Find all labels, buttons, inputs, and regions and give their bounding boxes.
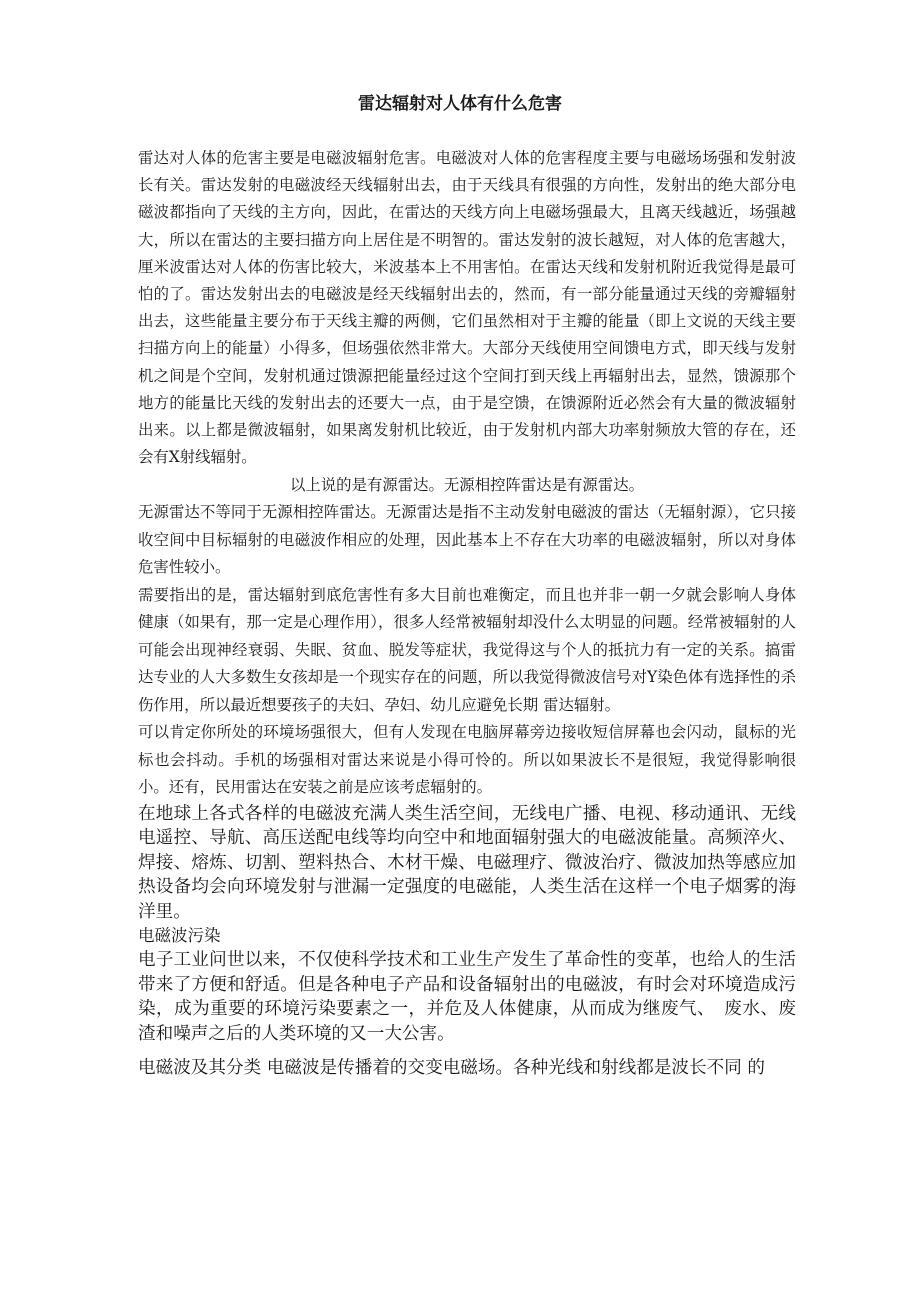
document-title: 雷达辐射对人体有什么危害 [358,94,562,114]
document-body [138,145,796,1081]
paragraph-passive-radar: 无源雷达不等同于无源相控阵雷达。无源雷达是指不主动发射电磁波的雷达（无辐射源），它只接收空间中目标辐射的电磁波作相应的处理，因此基本上不存在大功率的电磁波辐射，所以对身体危害性较小。 [138,503,796,577]
centered-note: 以上说的是有源雷达。无源相控阵雷达是有源雷达。 [290,476,644,495]
paragraph-classification: 电磁波及其分类 电磁波是传播着的交变电磁场。各种光线和射线都是波长不同 的 [138,1058,765,1079]
paragraph-pollution: 电子工业问世以来，不仅使科学技术和工业生产发生了革命性的变革，也给人的生活带来了方便和舒适。但是各种电子产品和设备辐射出的电磁波，有时会对环境造成污染，成为重要的环境污染要素之一，并危及人体健康，从而成为继废气、 废水、废渣和噪声之后的人类环境的又一大公害。 [138,950,796,1044]
paragraph-field-strength: 可以肯定你所处的环境场强很大，但有人发现在电脑屏幕旁边接收短信屏幕也会闪动，鼠标的光标也会抖动。手机的场强相对雷达来说是小得可怜的。所以如果波长不是很短，我觉得影响很小。还有，民用雷达在安装之前是应该考虑辐射的。 [138,723,796,797]
section-heading-pollution: 电磁波污染 [138,926,221,946]
paragraph-health-effects: 需要指出的是，雷达辐射到底危害性有多大目前也难衡定，而且也并非一朝一夕就会影响人身体健康（如果有，那一定是心理作用），很多人经常被辐射却没什么太明显的问题。经常被辐射的人可能会出现神经衰弱、失眠、贫血、脱发等症状，我觉得这与个人的抵抗力有一定的关系。搞雷达专业的人大多数生女孩却是一个现实存在的问题，所以我觉得微波信号对Y染色体有选择性的杀伤作用，所以最近想要孩子的夫妇、孕妇、幼儿应避免长期 雷达辐射。 [138,585,796,714]
spacer [138,1046,796,1056]
paragraph-radar-hazard: 雷达对人体的危害主要是电磁波辐射危害。电磁波对人体的危害程度主要与电磁场场强和发射波长有关。雷达发射的电磁波经天线辐射出去，由于天线具有很强的方向性，发射出的绝大部分电磁波都指向了天线的主方向，因此，在雷达的天线方向上电磁场强最大，且离天线越近，场强越大，所以在雷达的主要扫描方向上居住是不明智的。雷达发射的波长越短，对人体的危害越大，厘米波雷达对人体的伤害比较大，米波基本上不用害怕。在雷达天线和发射机附近我觉得是最可怕的了。雷达发射出去的电磁波是经天线辐射出去的，然而，有一部分能量通过天线的旁瓣辐射出去，这些能量主要分布于天线主瓣的两侧，它们虽然相对于主瓣的能量（即上文说的天线主要扫描方向上的能量）小得多，但场强依然非常大。大部分天线使用空间馈电方式，即天线与发射机之间是个空间，发射机通过馈源把能量经过这个空间打到天线上再辐射出去，显然，馈源那个地方的能量比天线的发射出去的还要大一点，由于是空馈，在馈源附近必然会有大量的微波辐射出来。以上都是微波辐射，如果离发射机比较近，由于发射机内部大功率射频放大管的存在，还会有X射线辐射。 [138,149,796,467]
paragraph-em-environment: 在地球上各式各样的电磁波充满人类生活空间，无线电广播、电视、移动通讯、无线电遥控、导航、高压送配电线等均向空中和地面辐射强大的电磁波能量。高频淬火、焊接、熔炼、切割、塑料热合、木材干燥、电磁理疗、微波治疗、微波加热等感应加热设备均会向环境发射与泄漏一定强度的电磁能，人类生活在这样一个电子烟雾的海洋里。 [138,803,796,922]
